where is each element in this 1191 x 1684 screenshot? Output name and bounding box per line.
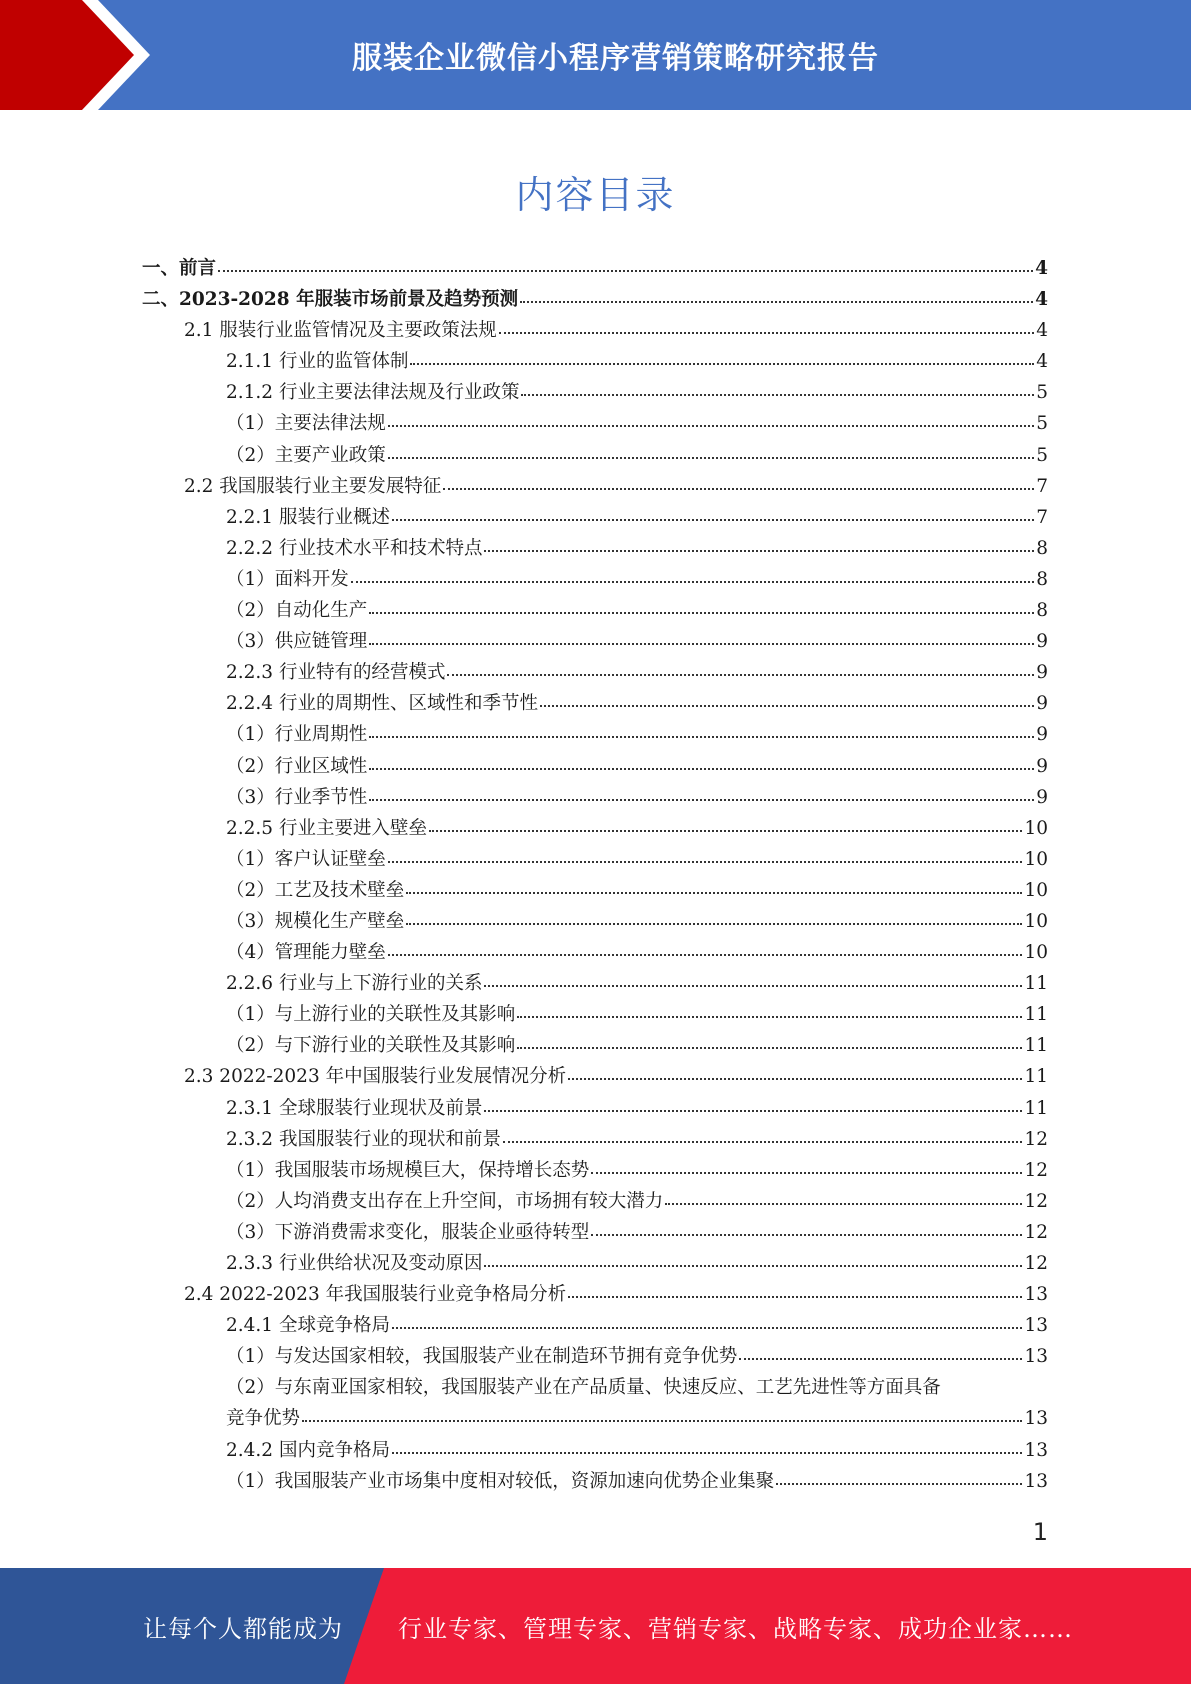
toc-entry[interactable] bbox=[142, 1218, 1048, 1249]
toc-entry-page: 12 bbox=[1024, 1128, 1048, 1150]
toc-leader-dots bbox=[369, 721, 1034, 739]
toc-entry[interactable] bbox=[142, 1156, 1048, 1187]
toc-entry-page: 9 bbox=[1036, 662, 1048, 684]
toc-entry-label: （2）行业区域性 bbox=[226, 755, 368, 777]
toc-entry-label: （3）规模化生产壁垒 bbox=[226, 910, 405, 932]
toc-entry-label: （1）面料开发 bbox=[226, 568, 349, 590]
toc-entry-page: 9 bbox=[1036, 631, 1048, 653]
toc-entry-page: 10 bbox=[1024, 817, 1048, 839]
toc-leader-dots bbox=[388, 845, 1023, 863]
toc-leader-dots bbox=[369, 627, 1034, 645]
toc-entry[interactable] bbox=[142, 1436, 1048, 1467]
toc-entry-page: 12 bbox=[1024, 1253, 1048, 1274]
toc-entry-label: 2.3.1 全球服装行业现状及前景 bbox=[226, 1097, 483, 1119]
toc-entry-page: 13 bbox=[1024, 1346, 1048, 1368]
toc-entry-page: 4 bbox=[1035, 289, 1048, 311]
toc-leader-dots bbox=[369, 752, 1034, 770]
toc-entry[interactable] bbox=[142, 378, 1048, 409]
toc-entry[interactable] bbox=[142, 907, 1048, 938]
toc-entry-label: 2.1.2 行业主要法律法规及行业政策 bbox=[226, 382, 520, 404]
toc-entry-page: 12 bbox=[1024, 1190, 1048, 1212]
toc-leader-dots bbox=[521, 379, 1034, 397]
toc-entry[interactable] bbox=[142, 1311, 1048, 1342]
toc-entry-page: 5 bbox=[1036, 444, 1048, 466]
toc-entry[interactable] bbox=[142, 876, 1048, 907]
toc-leader-dots bbox=[392, 1311, 1022, 1329]
toc-entry-label: 2.2.4 行业的周期性、区域性和季节性 bbox=[226, 693, 538, 715]
toc-entry[interactable] bbox=[142, 1467, 1048, 1498]
toc-leader-dots bbox=[520, 285, 1033, 303]
toc-entry-page: 11 bbox=[1024, 1035, 1048, 1057]
toc-entry-label: （1）客户认证壁垒 bbox=[226, 848, 386, 870]
toc-entry[interactable] bbox=[142, 1031, 1048, 1062]
toc-entry-label: 一、前言 bbox=[142, 258, 217, 279]
toc-entry-label: （2）自动化生产 bbox=[226, 600, 368, 622]
toc-leader-dots bbox=[218, 254, 1033, 272]
toc-leader-dots bbox=[443, 472, 1034, 490]
toc-leader-dots bbox=[591, 1218, 1022, 1236]
toc-entry-label: （2）人均消费支出存在上升空间，市场拥有较大潜力 bbox=[226, 1190, 664, 1212]
toc-entry-label: （4）管理能力壁垒 bbox=[226, 942, 386, 964]
toc-entry[interactable] bbox=[142, 938, 1048, 969]
toc-entry-label: （1）我国服装市场规模巨大，保持增长态势 bbox=[226, 1159, 590, 1181]
toc-entry-page: 8 bbox=[1036, 568, 1048, 590]
toc-entry-page: 12 bbox=[1024, 1159, 1048, 1181]
toc-leader-dots bbox=[429, 814, 1022, 832]
toc-entry-label: 二、2023-2028 年服装市场前景及趋势预测 bbox=[142, 289, 519, 311]
header-banner bbox=[0, 0, 1191, 110]
toc-entry-page: 13 bbox=[1024, 1439, 1048, 1461]
toc-entry-page: 8 bbox=[1036, 600, 1048, 622]
toc-entry[interactable] bbox=[142, 503, 1048, 534]
toc-entry-page: 12 bbox=[1024, 1221, 1048, 1243]
footer-slogan-left: 让每个人都能成为 bbox=[143, 1614, 343, 1643]
toc-entry[interactable] bbox=[142, 254, 1048, 285]
toc-entry-label: 2.4.2 国内竞争格局 bbox=[226, 1439, 390, 1461]
toc-entry-page: 11 bbox=[1024, 973, 1048, 995]
toc-entry[interactable] bbox=[142, 441, 1048, 472]
toc-leader-dots bbox=[392, 1436, 1022, 1454]
toc-entry-page: 13 bbox=[1024, 1408, 1048, 1430]
toc-entry[interactable] bbox=[142, 347, 1048, 378]
toc-entry-label: 2.2.1 服装行业概述 bbox=[226, 506, 390, 528]
toc-entry[interactable] bbox=[142, 1187, 1048, 1218]
toc-leader-dots bbox=[369, 596, 1034, 614]
toc-entry-label: 2.2.2 行业技术水平和技术特点 bbox=[226, 537, 483, 559]
toc-leader-dots bbox=[503, 1125, 1022, 1143]
toc-entry-page: 10 bbox=[1024, 910, 1048, 932]
toc-entry-label: （3）下游消费需求变化，服装企业亟待转型 bbox=[226, 1221, 590, 1243]
footer-slogan-right: 行业专家、管理专家、营销专家、战略专家、成功企业家…… bbox=[398, 1614, 1073, 1643]
toc-entry-page: 8 bbox=[1036, 537, 1048, 559]
toc-entry-label: （2）与下游行业的关联性及其影响 bbox=[226, 1035, 516, 1057]
toc-leader-dots bbox=[388, 410, 1034, 428]
toc-entry-label: （2）与东南亚国家相较，我国服装产业在产品质量、快速反应、工艺先进性等方面具备 bbox=[226, 1377, 941, 1399]
toc-entry-label: 2.2.5 行业主要进入壁垒 bbox=[226, 817, 427, 839]
toc-leader-dots bbox=[499, 316, 1034, 334]
toc-entry-page: 13 bbox=[1024, 1284, 1048, 1306]
toc-entry-page: 7 bbox=[1036, 475, 1048, 497]
toc-entry[interactable] bbox=[142, 1094, 1048, 1125]
toc-leader-dots bbox=[484, 534, 1034, 552]
toc-entry[interactable] bbox=[142, 1373, 1048, 1404]
toc-leader-dots bbox=[665, 1187, 1022, 1205]
toc-entry[interactable] bbox=[142, 689, 1048, 720]
toc-entry[interactable] bbox=[142, 409, 1048, 440]
toc-entry[interactable] bbox=[142, 596, 1048, 627]
toc-entry[interactable] bbox=[142, 1342, 1048, 1373]
toc-entry[interactable] bbox=[142, 845, 1048, 876]
toc-entry-page: 9 bbox=[1036, 786, 1048, 808]
toc-entry-label: 2.4.1 全球竞争格局 bbox=[226, 1315, 390, 1337]
toc-entry-page: 9 bbox=[1036, 724, 1048, 746]
toc-leader-dots bbox=[388, 938, 1023, 956]
toc-leader-dots bbox=[568, 1063, 1022, 1081]
toc-entry-label: 2.4 2022-2023 年我国服装行业竞争格局分析 bbox=[184, 1284, 567, 1306]
toc-leader-dots bbox=[447, 659, 1034, 677]
toc-leader-dots bbox=[591, 1156, 1022, 1174]
report-title: 服装企业微信小程序营销策略研究报告 bbox=[352, 41, 879, 76]
toc-entry-label: 竞争优势 bbox=[226, 1408, 301, 1430]
toc-entry[interactable] bbox=[142, 472, 1048, 503]
toc-entry-label: 2.3.2 我国服装行业的现状和前景 bbox=[226, 1128, 501, 1150]
toc-entry[interactable] bbox=[142, 1125, 1048, 1156]
toc-entry-page: 4 bbox=[1036, 351, 1048, 373]
toc-entry-label: 2.3 2022-2023 年中国服装行业发展情况分析 bbox=[184, 1066, 567, 1088]
toc-leader-dots bbox=[410, 348, 1034, 366]
toc-entry-label: 2.2.6 行业与上下游行业的关系 bbox=[226, 973, 483, 995]
toc-entry-page: 13 bbox=[1024, 1470, 1048, 1492]
toc-leader-dots bbox=[388, 441, 1034, 459]
toc-entry-label: （1）与上游行业的关联性及其影响 bbox=[226, 1004, 516, 1026]
toc-entry-label: 2.2.3 行业特有的经营模式 bbox=[226, 662, 446, 684]
page-number: 1 bbox=[1032, 1518, 1048, 1546]
toc-entry[interactable] bbox=[142, 627, 1048, 658]
toc-leader-dots bbox=[568, 1280, 1022, 1298]
toc-entry-page: 10 bbox=[1024, 879, 1048, 901]
toc-entry-page: 4 bbox=[1036, 320, 1048, 342]
toc-entry-page: 5 bbox=[1036, 413, 1048, 435]
toc-entry-page: 11 bbox=[1024, 1004, 1048, 1026]
toc-entry-label: 2.1.1 行业的监管体制 bbox=[226, 351, 409, 373]
toc-heading: 内容目录 bbox=[515, 173, 676, 217]
toc-entry[interactable] bbox=[142, 1249, 1048, 1280]
toc-entry-label: 2.2 我国服装行业主要发展特征 bbox=[184, 475, 442, 497]
toc-entry-page: 13 bbox=[1024, 1315, 1048, 1337]
toc-leader-dots bbox=[406, 876, 1022, 894]
toc-entry-label: （3）供应链管理 bbox=[226, 631, 368, 653]
toc-entry[interactable] bbox=[142, 658, 1048, 689]
toc-entry[interactable] bbox=[142, 285, 1048, 316]
toc-leader-dots bbox=[517, 1032, 1022, 1050]
toc-entry-page: 10 bbox=[1024, 942, 1048, 964]
toc-entry[interactable] bbox=[142, 316, 1048, 347]
toc-leader-dots bbox=[484, 1249, 1022, 1267]
toc-leader-dots bbox=[739, 1343, 1022, 1361]
toc-entry[interactable] bbox=[142, 534, 1048, 565]
toc-entry-page: 4 bbox=[1035, 258, 1048, 279]
toc-entry[interactable] bbox=[142, 814, 1048, 845]
toc-entry[interactable] bbox=[142, 720, 1048, 751]
toc-entry[interactable] bbox=[142, 783, 1048, 814]
footer-banner bbox=[0, 1568, 1191, 1684]
toc-entry-page: 11 bbox=[1024, 1066, 1048, 1088]
toc-entry-page: 7 bbox=[1036, 506, 1048, 528]
toc-entry[interactable] bbox=[142, 565, 1048, 596]
toc-entry-label: 2.3.3 行业供给状况及变动原因 bbox=[226, 1253, 483, 1274]
toc-entry[interactable] bbox=[142, 1404, 1048, 1435]
toc-leader-dots bbox=[392, 503, 1034, 521]
toc-entry-page: 10 bbox=[1024, 848, 1048, 870]
toc-leader-dots bbox=[540, 690, 1034, 708]
toc-leader-dots bbox=[369, 783, 1034, 801]
toc-leader-dots bbox=[351, 565, 1034, 583]
toc-entry-label: （1）主要法律法规 bbox=[226, 413, 386, 435]
toc-leader-dots bbox=[484, 969, 1022, 987]
toc-entry-label: （2）主要产业政策 bbox=[226, 444, 386, 466]
toc-entry[interactable] bbox=[142, 1000, 1048, 1031]
toc-leader-dots bbox=[776, 1467, 1022, 1485]
toc-entry-page: 5 bbox=[1036, 382, 1048, 404]
toc-entry[interactable] bbox=[142, 1062, 1048, 1093]
toc-entry[interactable] bbox=[142, 969, 1048, 1000]
toc-leader-dots bbox=[517, 1001, 1022, 1019]
toc-entry-page: 9 bbox=[1036, 693, 1048, 715]
toc-entry[interactable] bbox=[142, 1280, 1048, 1311]
table-of-contents bbox=[142, 254, 1048, 1498]
toc-entry-page: 11 bbox=[1024, 1097, 1048, 1119]
toc-entry-label: （2）工艺及技术壁垒 bbox=[226, 879, 405, 901]
toc-leader-dots bbox=[484, 1094, 1022, 1112]
toc-entry-label: （1）行业周期性 bbox=[226, 724, 368, 746]
toc-entry-label: （1）与发达国家相较，我国服装产业在制造环节拥有竞争优势 bbox=[226, 1346, 738, 1368]
toc-entry-page: 9 bbox=[1036, 755, 1048, 777]
toc-leader-dots bbox=[406, 907, 1022, 925]
toc-entry-label: （3）行业季节性 bbox=[226, 786, 368, 808]
toc-entry[interactable] bbox=[142, 752, 1048, 783]
toc-entry-label: （1）我国服装产业市场集中度相对较低，资源加速向优势企业集聚 bbox=[226, 1470, 775, 1492]
toc-entry-label: 2.1 服装行业监管情况及主要政策法规 bbox=[184, 320, 497, 342]
toc-leader-dots bbox=[302, 1405, 1022, 1423]
